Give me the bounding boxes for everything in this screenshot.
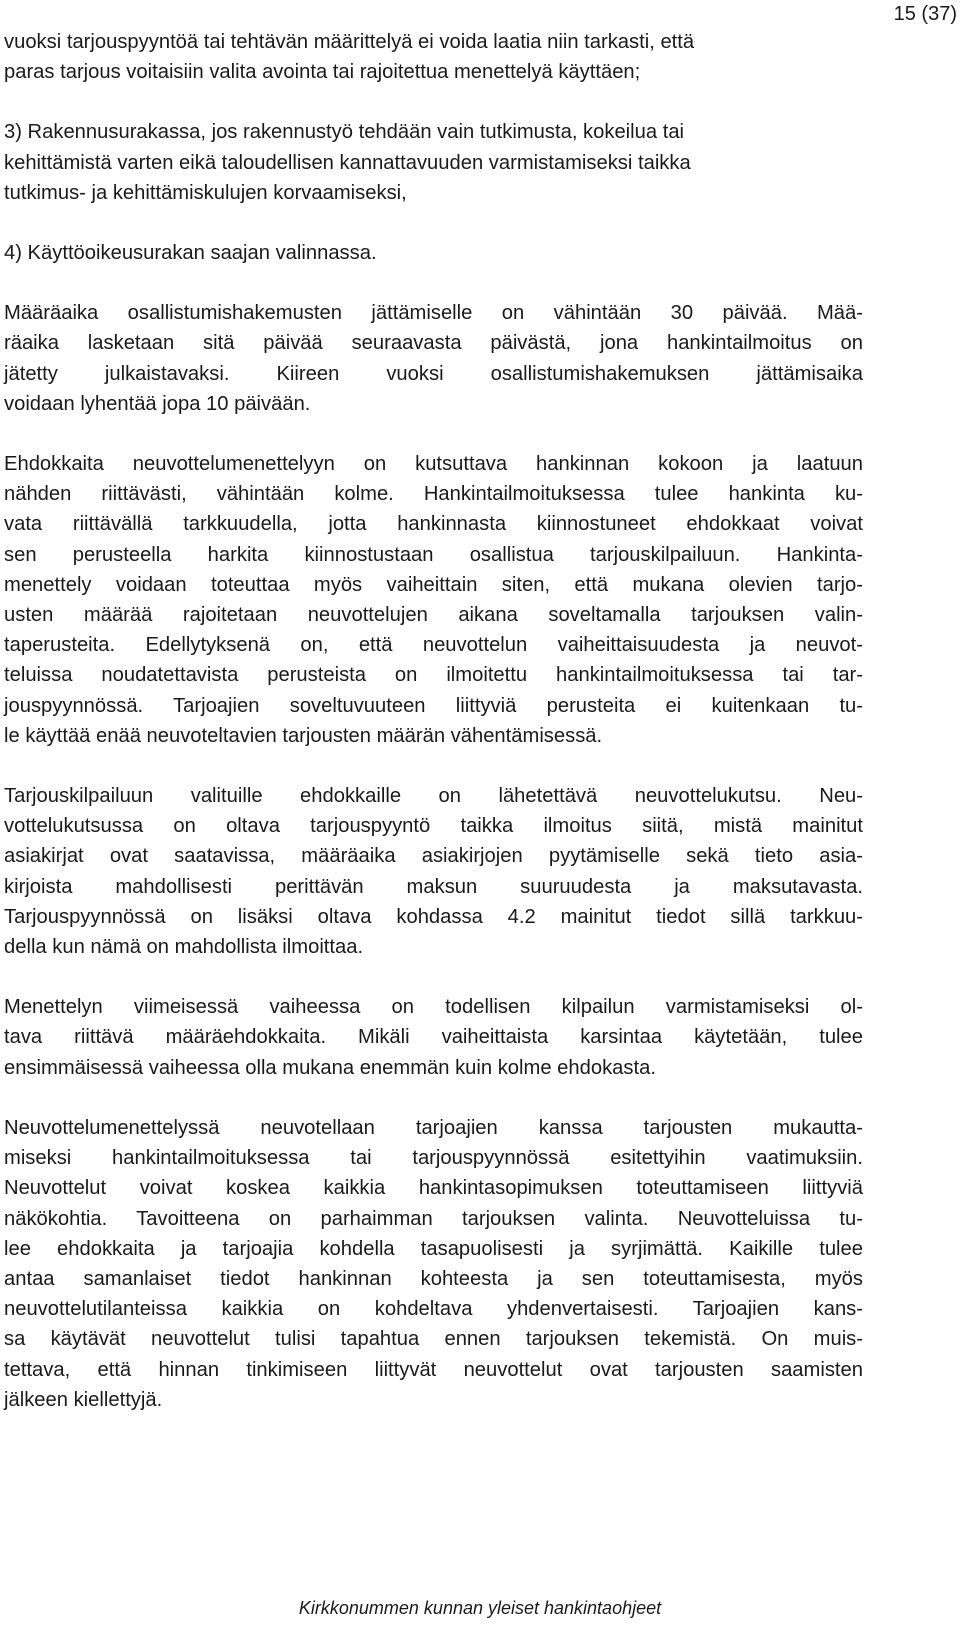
text-line: della kun nämä on mahdollista ilmoittaa. xyxy=(4,936,364,959)
text-line: Tarjouspyynnössä on lisäksi oltava kohdassa 4.2 mainitut tiedot sillä tarkkuu- xyxy=(4,905,863,928)
text-line: kehittämistä varten eikä taloudellisen kannattavuuden varmistamiseksi taikka xyxy=(4,151,691,174)
paragraph xyxy=(4,1113,863,1415)
numbered-item xyxy=(4,238,863,268)
paragraph xyxy=(4,298,863,419)
text-line: sa käytävät neuvottelut tulisi tapahtua ennen tarjouksen tekemistä. On muis- xyxy=(4,1328,863,1351)
text-line: menettely voidaan toteuttaa myös vaiheittain siten, että mukana olevien tarjo- xyxy=(4,573,863,596)
text-line: tutkimus- ja kehittämiskulujen korvaamiseksi, xyxy=(4,181,407,204)
text-line: tava riittävä määräehdokkaita. Mikäli vaiheittaista karsintaa käytetään, tulee xyxy=(4,1026,863,1049)
paragraph xyxy=(4,781,863,962)
text-line: 3) Rakennusurakassa, jos rakennustyö tehdään vain tutkimusta, kokeilua tai xyxy=(4,121,685,144)
text-line: sen perusteella harkita kiinnostustaan osallistua tarjouskilpailuun. Hankinta- xyxy=(4,543,863,566)
text-line: teluissa noudatettavista perusteista on ilmoitettu hankintailmoituksessa tai tar- xyxy=(4,664,863,687)
text-line: räaika lasketaan sitä päivää seuraavasta päivästä, jona hankintailmoitus on xyxy=(4,332,863,355)
text-line: tettava, että hinnan tinkimiseen liittyvät neuvottelut ovat tarjousten saamisten xyxy=(4,1358,863,1381)
document-body xyxy=(4,27,863,1445)
text-line: voidaan lyhentää jopa 10 päivään. xyxy=(4,392,311,415)
text-line: Neuvottelut voivat koskea kaikkia hankintasopimuksen toteuttamiseen liittyviä xyxy=(4,1177,863,1200)
text-line: antaa samanlaiset tiedot hankinnan kohteesta ja sen toteuttamisesta, myös xyxy=(4,1267,863,1290)
text-line: 4) Käyttöoikeusurakan saajan valinnassa. xyxy=(4,242,377,265)
text-line: Määräaika osallistumishakemusten jättämiselle on vähintään 30 päivää. Mää- xyxy=(4,302,863,325)
text-line: vuoksi tarjouspyyntöä tai tehtävän määrittelyä ei voida laatia niin tarkasti, että xyxy=(4,31,695,53)
text-line: nähden riittävästi, vähintään kolme. Hankintailmoituksessa tulee hankinta ku- xyxy=(4,483,863,506)
text-line: neuvottelutilanteissa kaikkia on kohdeltava yhdenvertaisesti. Tarjoajien kans- xyxy=(4,1298,863,1321)
text-line: jätetty julkaistavaksi. Kiireen vuoksi osallistumishakemuksen jättämisaika xyxy=(4,362,863,385)
text-line: vata riittävällä tarkkuudella, jotta hankinnasta kiinnostuneet ehdokkaat voivat xyxy=(4,513,863,536)
text-line: kirjoista mahdollisesti perittävän maksun suuruudesta ja maksutavasta. xyxy=(4,875,863,898)
text-line: miseksi hankintailmoituksessa tai tarjouspyynnössä esitettyihin vaatimuksiin. xyxy=(4,1147,863,1170)
numbered-item xyxy=(4,117,863,208)
text-line: ensimmäisessä vaiheessa olla mukana enemmän kuin kolme ehdokasta. xyxy=(4,1056,656,1079)
text-line: le käyttää enää neuvoteltavien tarjousten määrän vähentämisessä. xyxy=(4,724,603,747)
text-line: Menettelyn viimeisessä vaiheessa on todellisen kilpailun varmistamiseksi ol- xyxy=(4,996,863,1019)
text-line: asiakirjat ovat saatavissa, määräaika asiakirjojen pyytämiselle sekä tieto asia- xyxy=(4,845,863,868)
paragraph xyxy=(4,27,863,87)
text-line: näkökohtia. Tavoitteena on parhaimman tarjouksen valinta. Neuvotteluissa tu- xyxy=(4,1207,863,1230)
text-line: jälkeen kiellettyjä. xyxy=(4,1388,163,1411)
text-line: paras tarjous voitaisiin valita avointa tai rajoitettua menettelyä käyttäen; xyxy=(4,61,641,84)
text-line: taperusteita. Edellytyksenä on, että neuvottelun vaiheittaisuudesta ja neuvot- xyxy=(4,634,863,657)
page-number: 15 (37) xyxy=(893,3,957,25)
paragraph xyxy=(4,449,863,751)
paragraph xyxy=(4,992,863,1083)
text-line: jouspyynnössä. Tarjoajien soveltuvuuteen liittyviä perusteita ei kuitenkaan tu- xyxy=(4,694,863,717)
text-line: usten määrää rajoitetaan neuvottelujen aikana soveltamalla tarjouksen valin- xyxy=(4,604,863,627)
text-line: vottelukutsussa on oltava tarjouspyyntö taikka ilmoitus siitä, mistä mainitut xyxy=(4,815,863,838)
text-line: Ehdokkaita neuvottelumenettelyyn on kutsuttava hankinnan kokoon ja laatuun xyxy=(4,453,863,476)
page-footer: Kirkkonummen kunnan yleiset hankintaohjeet xyxy=(298,1598,662,1618)
text-line: lee ehdokkaita ja tarjoajia kohdella tasapuolisesti ja syrjimättä. Kaikille tulee xyxy=(4,1237,863,1260)
text-line: Neuvottelumenettelyssä neuvotellaan tarjoajien kanssa tarjousten mukautta- xyxy=(4,1116,863,1139)
text-line: Tarjouskilpailuun valituille ehdokkaille on lähetettävä neuvottelukutsu. Neu- xyxy=(4,785,863,808)
